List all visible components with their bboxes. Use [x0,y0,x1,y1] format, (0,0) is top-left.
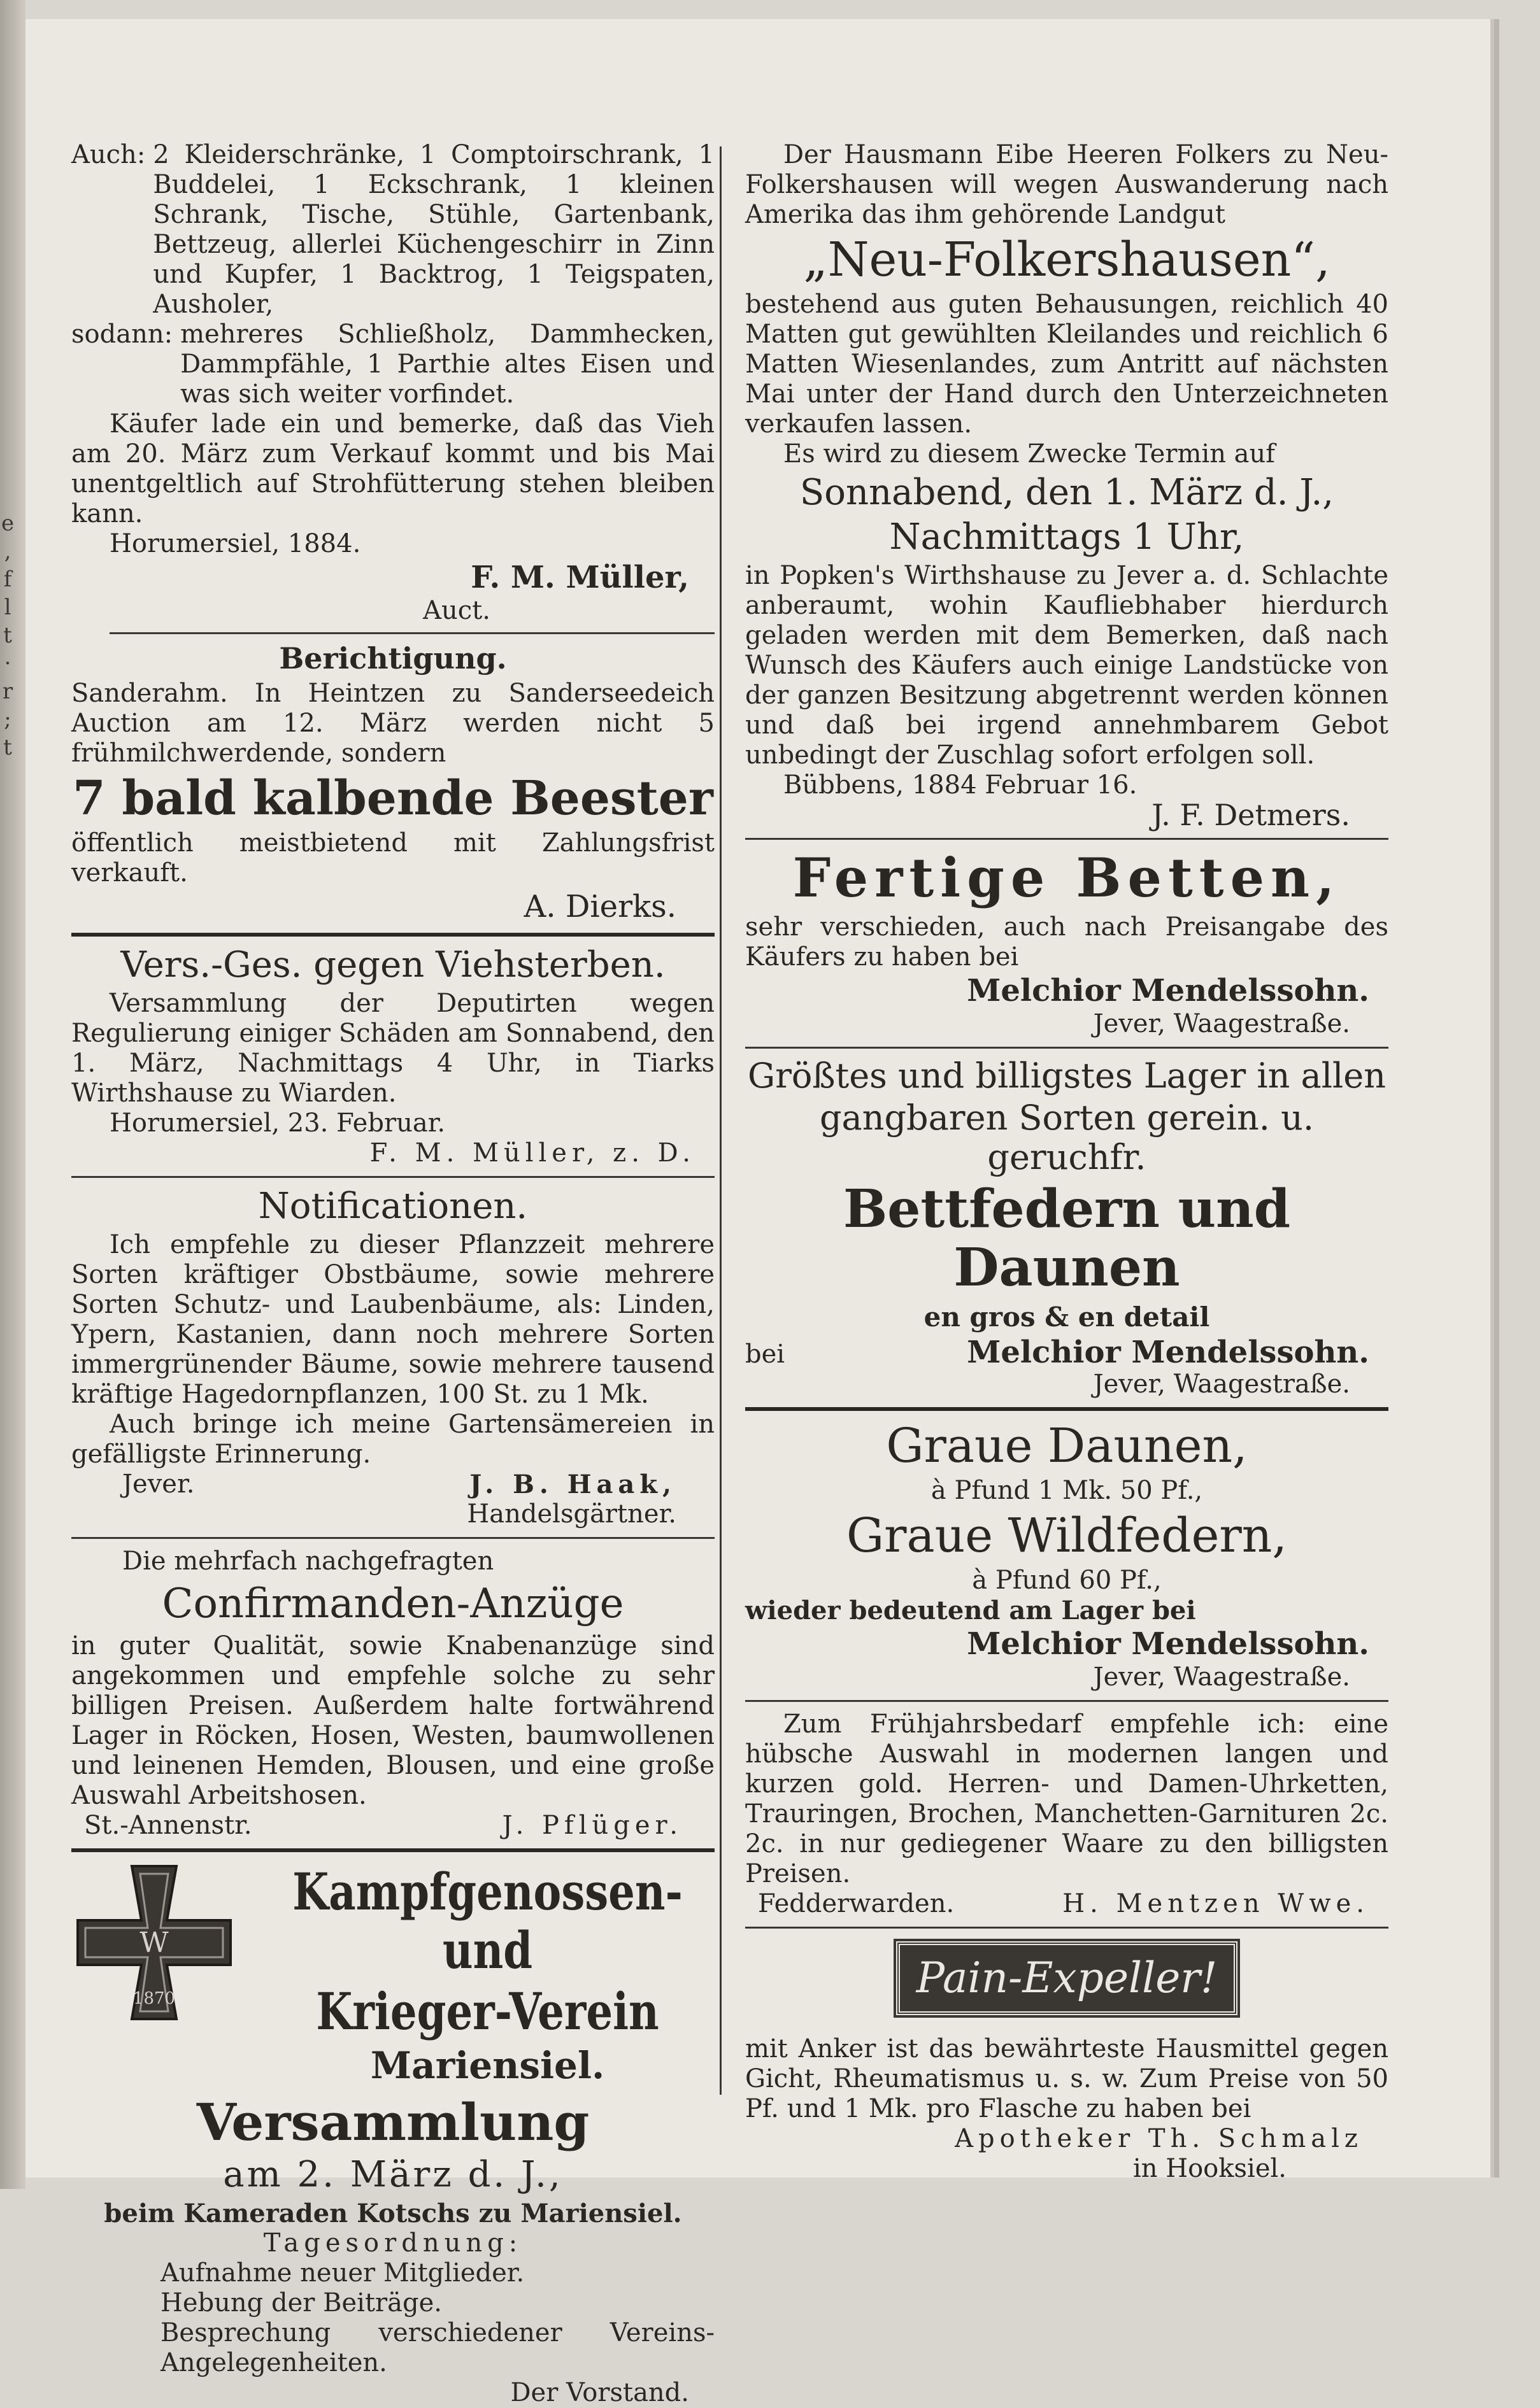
right-column [745,140,1388,2184]
auction-signature: F. M. Müller, [471,560,689,595]
auction-body: Käufer lade ein und bemerke, daß das Vieh am 20. März zum Verkauf kommt und bis Mai unentgeltlich auf Strohfütterung stehen bleiben kann. [71,409,715,528]
betten-merchant: Melchior Mendelssohn. [967,973,1369,1009]
uhren-signature: H. Mentzen Wwe. [1062,1889,1369,1918]
divider [745,1407,1388,1411]
sodann-list [71,320,715,409]
uhren-place: Fedderwarden. [758,1889,955,1918]
cross-letter: W [139,1927,169,1959]
pain-expeller-ad [745,1941,1388,2184]
auch-list [71,140,715,320]
divider [745,1700,1388,1702]
daunen-address: Jever, Waagestraße. [1093,1662,1350,1692]
berichtigung-title: Berichtigung. [279,641,507,676]
versicherung-body: Versammlung der Deputirten wegen Regulierung einiger Schäden am Sonnabend, den 1. März, Nachmittags 4 Uhr, in Tiarks Wirthshause zu Wiarden. [71,989,715,1108]
notificationen-body: Ich empfehle zu dieser Pflanzzeit mehrere Sorten kräftiger Obstbäume, sowie mehrere Sorten Schutz- und Laubenbäume, als: Linden, Ypern, Kastanien, dann noch mehrere Sorten immergrünender Bäume, sowie mehrere tausend kräftige Hagedornpflanzen, 100 St. zu 1 Mk. [71,1230,715,1409]
divider [745,1927,1388,1929]
verein-title3: Mariensiel. [370,2044,605,2087]
book-binding [0,0,25,2189]
column-divider [720,146,722,2095]
pain-signature: Apotheker Th. Schmalz [955,2124,1363,2153]
uhren-body: Zum Frühjahrsbedarf empfehle ich: eine hübsche Auswahl in modernen langen und kurzen gold. Herren- und Damen-Uhrketten, Trauringen, Brochen, Manchetten-Garnituren 2c. 2c. in nur gediegener Waare zu den billigsten Preisen. [745,1710,1388,1888]
divider [71,1176,715,1178]
adjacent-page-edge: e , f l t · r ; t [1,511,15,760]
verein-agenda-title: Tagesordnung: [263,2228,523,2258]
verein-location: beim Kameraden Kotschs zu Mariensiel. [104,2199,682,2228]
federn-merchant: Melchior Mendelssohn. [967,1335,1369,1370]
uhren-ad [745,1710,1388,1919]
pain-expeller-logo: Pain-Expeller! [896,1941,1238,2015]
notificationen-title: Notificationen. [258,1186,528,1227]
verein-header [71,1860,715,2090]
berichtigung-highlight: 7 bald kalbende Beester [73,771,713,826]
notificationen-notice [71,1186,715,1529]
divider [71,1537,715,1539]
iron-cross-icon [71,1860,237,2025]
berichtigung-body2: öffentlich meistbietend mit Zahlungsfrist verkauft. [71,828,715,888]
left-column [71,140,715,2408]
folkers-body3: Es wird zu diesem Zwecke Termin auf [783,439,1276,469]
federn-title: Bettfedern und Daunen [843,1179,1291,1298]
folkers-body2: bestehend aus guten Behausungen, reichlich 40 Matten gut gewühlten Kleilandes und reichlich 6 Matten Wiesenlandes, zum Antritt auf nächsten Mai unter der Hand durch den Unterzeichneten verkaufen lassen. [745,290,1388,439]
confirmanden-footer [71,1811,715,1841]
folkers-date: Sonnabend, den 1. März d. J., [799,472,1334,513]
federn-line2: gangbaren Sorten gerein. u. geruchfr. [819,1098,1315,1177]
folkers-body4: in Popken's Wirthshause zu Jever a. d. Schlachte anberaumt, wohin Kaufliebhaber hierdurch geladen werden mit dem Bemerken, daß nach Wunsch des Käufers auch einige Landstücke von der ganzen Besitzung abgetrennt werden können und daß bei irgend annehmbarem Gebot unbedingt der Zuschlag sofort erfolgen soll. [745,561,1388,770]
confirmanden-body: in guter Qualität, sowie Knabenanzüge sind angekommen und empfehle solche zu sehr billigen Preisen. Außerdem halte fortwährend Lager in Röcken, Hosen, Westen, baumwollenen und leinenen Hemden, Blousen, und eine große Auswahl Arbeitshosen. [71,1631,715,1810]
betten-address: Jever, Waagestraße. [1093,1009,1350,1038]
berichtigung-signature: A. Dierks. [524,889,676,924]
divider [71,1848,715,1852]
betten-body: sehr verschieden, auch nach Preisangabe des Käufers zu haben bei [745,912,1388,972]
sodann-text: mehreres Schließholz, Dammhecken, Dammpfähle, 1 Parthie altes Eisen und was sich weiter vorfindet. [180,320,715,409]
auch-text: 2 Kleiderschränke, 1 Comptoirschrank, 1 Buddelei, 1 Eckschrank, 1 kleinen Schrank, Tische, Stühle, Gartenbank, Bettzeug, allerlei Küchengeschirr in Zinn und Kupfer, 1 Backtrog, 1 Teigspaten, Ausholer, [153,140,715,319]
cross-year: 1870 [132,1989,176,2008]
folkers-body: Der Hausmann Eibe Heeren Folkers zu Neu-Folkershausen will wegen Auswanderung nach Amerika das ihm gehörende Landgut [745,140,1388,229]
uhren-footer [745,1889,1388,1919]
confirmanden-intro: Die mehrfach nachgefragten [122,1547,494,1576]
versicherung-notice [71,944,715,1168]
berichtigung-notice [71,641,715,925]
confirmanden-signature: J. Pflüger. [502,1811,683,1840]
daunen-body: wieder bedeutend am Lager bei [745,1596,1196,1625]
pain-location: in Hooksiel. [1132,2154,1287,2183]
notificationen-role: Handelsgärtner. [467,1499,676,1529]
verein-title1: Kampfgenossen- und [292,1862,683,1980]
auction-role: Auct. [423,596,490,625]
daunen-ad [745,1419,1388,1692]
verein-signature: Der Vorstand. [510,2378,689,2407]
daunen-price2: à Pfund 60 Pf., [972,1566,1162,1595]
berichtigung-body: Sanderahm. In Heintzen zu Sanderseedeich Auction am 12. März werden nicht 5 frühmilchwerdende, sondern [71,679,715,768]
folkers-time: Nachmittags 1 Uhr, [889,516,1244,558]
auction-notice [71,140,715,626]
confirmanden-notice [71,1547,715,1841]
sodann-label: sodann: [71,320,173,349]
verein-date: am 2. März d. J., [223,2154,563,2195]
federn-address: Jever, Waagestraße. [1093,1370,1350,1399]
federn-ad [745,1056,1388,1399]
daunen-title2: Graue Wildfedern, [846,1508,1287,1563]
notificationen-body2: Auch bringe ich meine Gartensämereien in gefälligste Erinnerung. [71,1410,715,1469]
verein-titles [250,1860,725,2090]
notificationen-footer [71,1470,715,1499]
betten-ad [745,847,1388,1039]
folkers-notice [745,140,1388,830]
federn-sub: en gros & en detail [923,1301,1210,1333]
divider [71,933,715,937]
auch-label: Auch: [71,140,146,169]
notificationen-place: Jever. [122,1470,195,1499]
agenda-item: Hebung der Beiträge. [160,2288,443,2318]
confirmanden-title: Confirmanden-Anzüge [162,1580,624,1627]
versicherung-title: Vers.-Ges. gegen Viehsterben. [120,944,666,986]
betten-title: Fertige Betten, [792,846,1341,909]
agenda-item: Besprechung verschiedener Vereins-Angelegenheiten. [160,2318,715,2377]
federn-bei: bei [745,1340,785,1369]
verein-agenda [71,2258,715,2378]
pain-logo-wrap [745,1941,1388,2015]
verein-title2: Krieger-Verein [316,1981,659,2041]
federn-line1: Größtes und billigstes Lager in allen [747,1056,1387,1096]
folkers-signature: J. F. Detmers. [1151,798,1350,832]
agenda-item: Aufnahme neuer Mitglieder. [160,2258,525,2288]
versicherung-place-date: Horumersiel, 23. Februar. [110,1108,446,1138]
daunen-price1: à Pfund 1 Mk. 50 Pf., [930,1476,1203,1505]
pain-body: mit Anker ist das bewährteste Hausmittel gegen Gicht, Rheumatismus u. s. w. Zum Preise von 50 Pf. und 1 Mk. pro Flasche zu haben bei [745,2034,1388,2123]
verein-notice [71,1860,715,2408]
daunen-title1: Graue Daunen, [886,1419,1248,1473]
folkers-title: „Neu-Folkershausen“, [803,232,1330,287]
notificationen-signature: J. B. Haak, [469,1470,676,1499]
verein-versammlung: Versammlung [196,2092,590,2152]
versicherung-signature: F. M. Müller, z. D. [369,1138,695,1168]
folkers-place-date: Bübbens, 1884 Februar 16. [783,770,1137,800]
newspaper-page [25,19,1490,2407]
divider [745,1047,1388,1049]
confirmanden-place: St.-Annenstr. [84,1811,252,1840]
divider [110,632,715,634]
auction-place-date: Horumersiel, 1884. [110,529,361,558]
daunen-merchant: Melchior Mendelssohn. [967,1626,1369,1662]
divider [745,838,1388,840]
federn-merchant-row [745,1335,1388,1370]
